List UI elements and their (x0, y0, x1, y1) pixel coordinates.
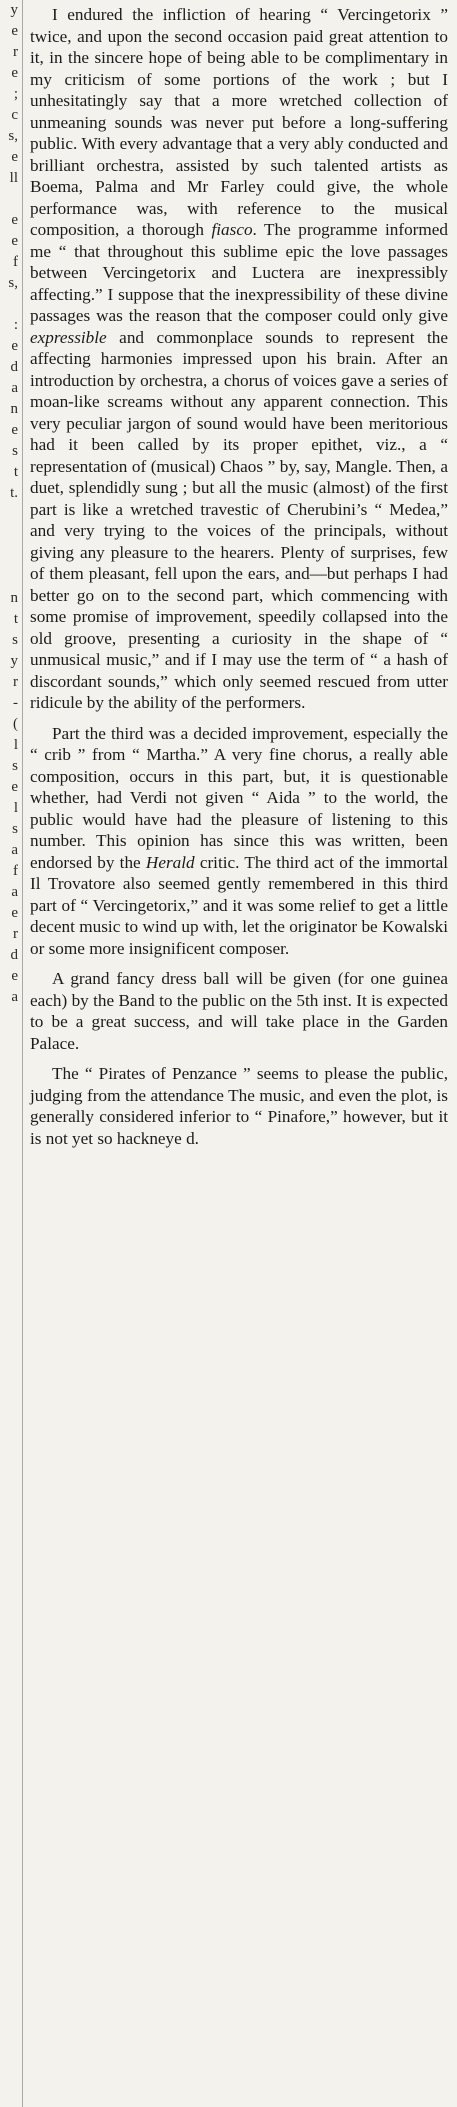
margin-fragment: e (11, 233, 18, 249)
margin-fragment (0, 1029, 18, 1050)
margin-fragment: : (13, 317, 18, 333)
margin-fragment: ; (13, 86, 18, 102)
article-paragraph (30, 1063, 448, 1149)
margin-fragment (0, 189, 18, 210)
italic-run: expressible (30, 327, 107, 347)
column-rule (22, 0, 23, 2107)
margin-fragment: l (13, 800, 18, 816)
article-column (30, 4, 448, 1158)
margin-fragment: a (11, 842, 18, 858)
margin-fragment: n (10, 590, 18, 606)
margin-fragment: ( (13, 716, 18, 732)
text-run: I endured the infliction of hearing “ Vercingetorix ” twice, and upon the second occasion paid great attention to it, in the sincere hope of being able to be complimentary in my criticism of some portions of the work ; but I unhesitatingly say that a more wretched collection of unmeaning sounds was never put before a long-suffering public. With every advantage that a very ably conducted and brilliant orchestra, assisted by such talented artists as Boema, Palma and Mr Farley could give, the whole performance was, with reference to the musical composition, a thorough (30, 5, 448, 239)
margin-fragment: e (11, 905, 18, 921)
margin-fragment: r (13, 44, 18, 60)
text-run: Part the third was a decided improvement, especially the “ crib ” from “ Martha.” A very fine chorus, a really able composition, occurs in this part, but, it is questionable whether, had Verdi not given “ Aida ” to the world, the public would have had the pleasure of listening to this number. This opinion has since this was written, been endorsed by the (30, 723, 448, 872)
italic-run: Herald (145, 852, 195, 872)
italic-run: fiasco (211, 220, 253, 239)
text-run: A grand fancy dress ball will be given (for one guinea each) by the Band to the public on the 5th inst. It is expected to be a great success, and will take place in the Garden Palace. (30, 969, 448, 1053)
margin-fragment: s (12, 758, 18, 774)
adjacent-column-fragments (0, 0, 18, 2107)
margin-fragment: a (11, 884, 18, 900)
margin-fragment: e (11, 779, 18, 795)
margin-fragment: r (13, 674, 18, 690)
margin-fragment: y (10, 2, 18, 18)
margin-fragment: d (10, 359, 18, 375)
margin-fragment: t. (10, 485, 18, 501)
margin-fragment: s, (8, 128, 18, 144)
margin-fragment: r (13, 926, 18, 942)
article-paragraph (30, 968, 448, 1054)
margin-fragment: s (12, 443, 18, 459)
margin-fragment: l (13, 737, 18, 753)
margin-fragment: a (11, 989, 18, 1005)
margin-fragment: d (10, 947, 18, 963)
margin-fragment: ll (9, 170, 18, 186)
margin-fragment: c (11, 107, 18, 123)
margin-fragment: e (11, 968, 18, 984)
margin-fragment: e (11, 212, 18, 228)
article-paragraph (30, 4, 448, 714)
margin-fragment: s, (8, 275, 18, 291)
margin-fragment: a (11, 380, 18, 396)
margin-fragment: e (11, 149, 18, 165)
margin-fragment: e (11, 65, 18, 81)
margin-fragment: t (13, 611, 18, 627)
margin-fragment (0, 504, 18, 525)
article-paragraph (30, 723, 448, 960)
margin-fragment: s (12, 632, 18, 648)
margin-fragment (0, 567, 18, 588)
margin-fragment: s (12, 821, 18, 837)
text-run: The “ Pirates of Penzance ” seems to please the public, judging from the attendance The music, and even the plot, is generally considered inferior to “ Pinafore,” however, but it is not yet so hackneye d. (30, 1064, 448, 1148)
margin-fragment: e (11, 422, 18, 438)
margin-fragment: e (11, 338, 18, 354)
margin-fragment (0, 546, 18, 567)
margin-fragment: - (13, 695, 18, 711)
text-run: critic. The third act of the immortal Il Trovatore also seemed gently remembered in this third part of “ Vercingetorix,” and it was some relief to get a little decent music to wind up with, let the originator be Kowalski or some more insignificent composer. (30, 852, 448, 958)
margin-fragment: e (11, 23, 18, 39)
margin-fragment (0, 525, 18, 546)
margin-fragment: t (13, 464, 18, 480)
margin-fragment: f (13, 863, 18, 879)
text-run: and commonplace sounds to represent the affecting harmonies impressed upon his brain. After an introduction by orchestra, a chorus of voices gave a series of moan-like screams without any apparent connection. This very peculiar jargon of sound would have been meritorious had it been called by its proper epithet, viz., a “ representation of (musical) Chaos ” by, say, Mangle. Then, a duet, splendidly sung ; but all the music (almost) of the first part is like a wretched travestic of Cherubini’s “ Medea,” and very trying to the voices of the principals, without giving any pleasure to the hearers. Plenty of surprises, few of them pleasant, fell upon the ears, and—but perhaps I had better go on to the second part, which commencing with some promise of improvement, speedily collapsed into the old groove, presenting a curiosity in the shape of “ unmusical music,” and if I may use the term of “ a hash of discordant sounds,” which only seemed rescued from utter ridicule by the ability of the performers. (30, 327, 448, 712)
margin-fragment (0, 294, 18, 315)
margin-fragment: f (13, 254, 18, 270)
text-run: . The programme informed me “ that throughout this sublime epic the love passages between Vercingetorix and Luctera are inexpressibly affecting.” I suppose that the inexpressibility of these divine passages was the reason that the composer could only give (30, 220, 448, 325)
margin-fragment: y (10, 653, 18, 669)
margin-fragment: n (10, 401, 18, 417)
margin-fragment (0, 1008, 18, 1029)
